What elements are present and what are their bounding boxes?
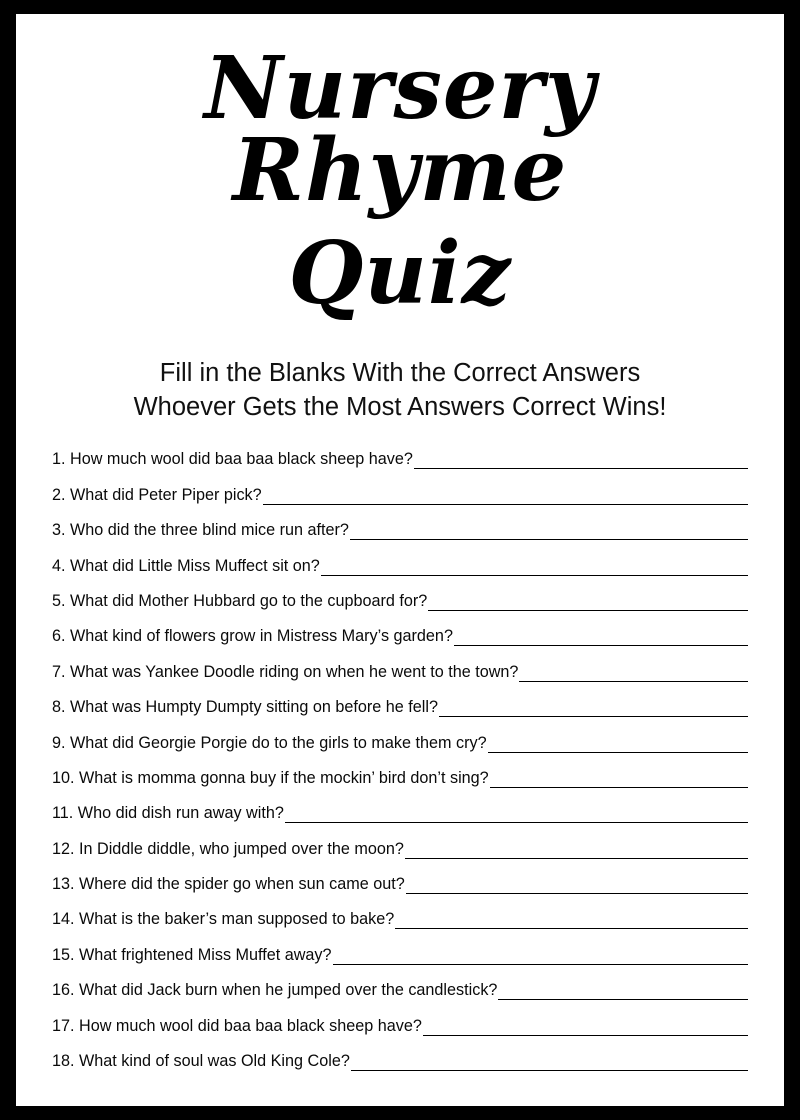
question-text: 18. What kind of soul was Old King Cole? — [52, 1052, 350, 1071]
answer-blank-line[interactable] — [285, 809, 748, 823]
question-row — [52, 663, 748, 682]
answer-blank-line[interactable] — [333, 951, 748, 965]
question-text: 7. What was Yankee Doodle riding on when he went to the town? — [52, 662, 519, 681]
question-text: 12. In Diddle diddle, who jumped over the moon? — [52, 839, 404, 858]
answer-blank-line[interactable] — [423, 1022, 748, 1036]
question-text: 5. What did Mother Hubbard go to the cupboard for? — [52, 591, 428, 610]
question-row — [52, 734, 748, 753]
question-text: 10. What is momma gonna buy if the mockin’ bird don’t sing? — [52, 768, 489, 787]
question-text: 3. Who did the three blind mice run after? — [52, 521, 349, 540]
title-block — [50, 38, 750, 325]
question-row — [52, 910, 748, 929]
page-title-line-1: Nursery Rhyme — [204, 38, 596, 221]
question-row — [52, 981, 748, 1000]
question-text: 11. Who did dish run away with? — [52, 804, 284, 823]
question-text: 13. Where did the spider go when sun came out? — [52, 875, 405, 894]
answer-blank-line[interactable] — [428, 597, 748, 611]
question-text: 4. What did Little Miss Muffect sit on? — [52, 556, 320, 575]
question-text: 6. What kind of flowers grow in Mistress Mary’s garden? — [52, 627, 453, 646]
question-row — [52, 627, 748, 646]
answer-blank-line[interactable] — [351, 1057, 748, 1071]
answer-blank-line[interactable] — [498, 986, 748, 1000]
question-text: 2. What did Peter Piper pick? — [52, 485, 262, 504]
question-text: 1. How much wool did baa baa black sheep have? — [52, 450, 413, 469]
question-row — [52, 1017, 748, 1036]
question-row — [52, 450, 748, 469]
question-list — [50, 450, 750, 1071]
question-text: 8. What was Humpty Dumpty sitting on before he fell? — [52, 698, 438, 717]
answer-blank-line[interactable] — [405, 845, 748, 859]
question-row — [52, 521, 748, 540]
answer-blank-line[interactable] — [321, 562, 748, 576]
answer-blank-line[interactable] — [439, 703, 748, 717]
answer-blank-line[interactable] — [350, 526, 748, 540]
instructions — [50, 357, 750, 424]
question-text: 9. What did Georgie Porgie do to the girls to make them cry? — [52, 733, 487, 752]
question-row — [52, 769, 748, 788]
instructions-line-2: Whoever Gets the Most Answers Correct Wins! — [133, 392, 667, 421]
question-text: 14. What is the baker’s man supposed to bake? — [52, 910, 395, 929]
question-row — [52, 698, 748, 717]
question-row — [52, 557, 748, 576]
question-row — [52, 486, 748, 505]
question-row — [52, 840, 748, 859]
answer-blank-line[interactable] — [263, 491, 748, 505]
answer-blank-line[interactable] — [454, 632, 748, 646]
instructions-line-1: Fill in the Blanks With the Correct Answers — [159, 359, 641, 388]
answer-blank-line[interactable] — [488, 739, 748, 753]
question-text: 15. What frightened Miss Muffet away? — [52, 945, 332, 964]
quiz-sheet — [16, 14, 784, 1106]
question-row — [52, 946, 748, 965]
answer-blank-line[interactable] — [395, 915, 748, 929]
answer-blank-line[interactable] — [490, 774, 748, 788]
question-text: 16. What did Jack burn when he jumped over the candlestick? — [52, 981, 498, 1000]
question-row — [52, 1052, 748, 1071]
page-title-line-2: Quiz — [288, 223, 512, 325]
question-text: 17. How much wool did baa baa black sheep have? — [52, 1016, 422, 1035]
answer-blank-line[interactable] — [519, 668, 748, 682]
question-row — [52, 875, 748, 894]
answer-blank-line[interactable] — [406, 880, 748, 894]
answer-blank-line[interactable] — [414, 455, 748, 469]
question-row — [52, 804, 748, 823]
question-row — [52, 592, 748, 611]
